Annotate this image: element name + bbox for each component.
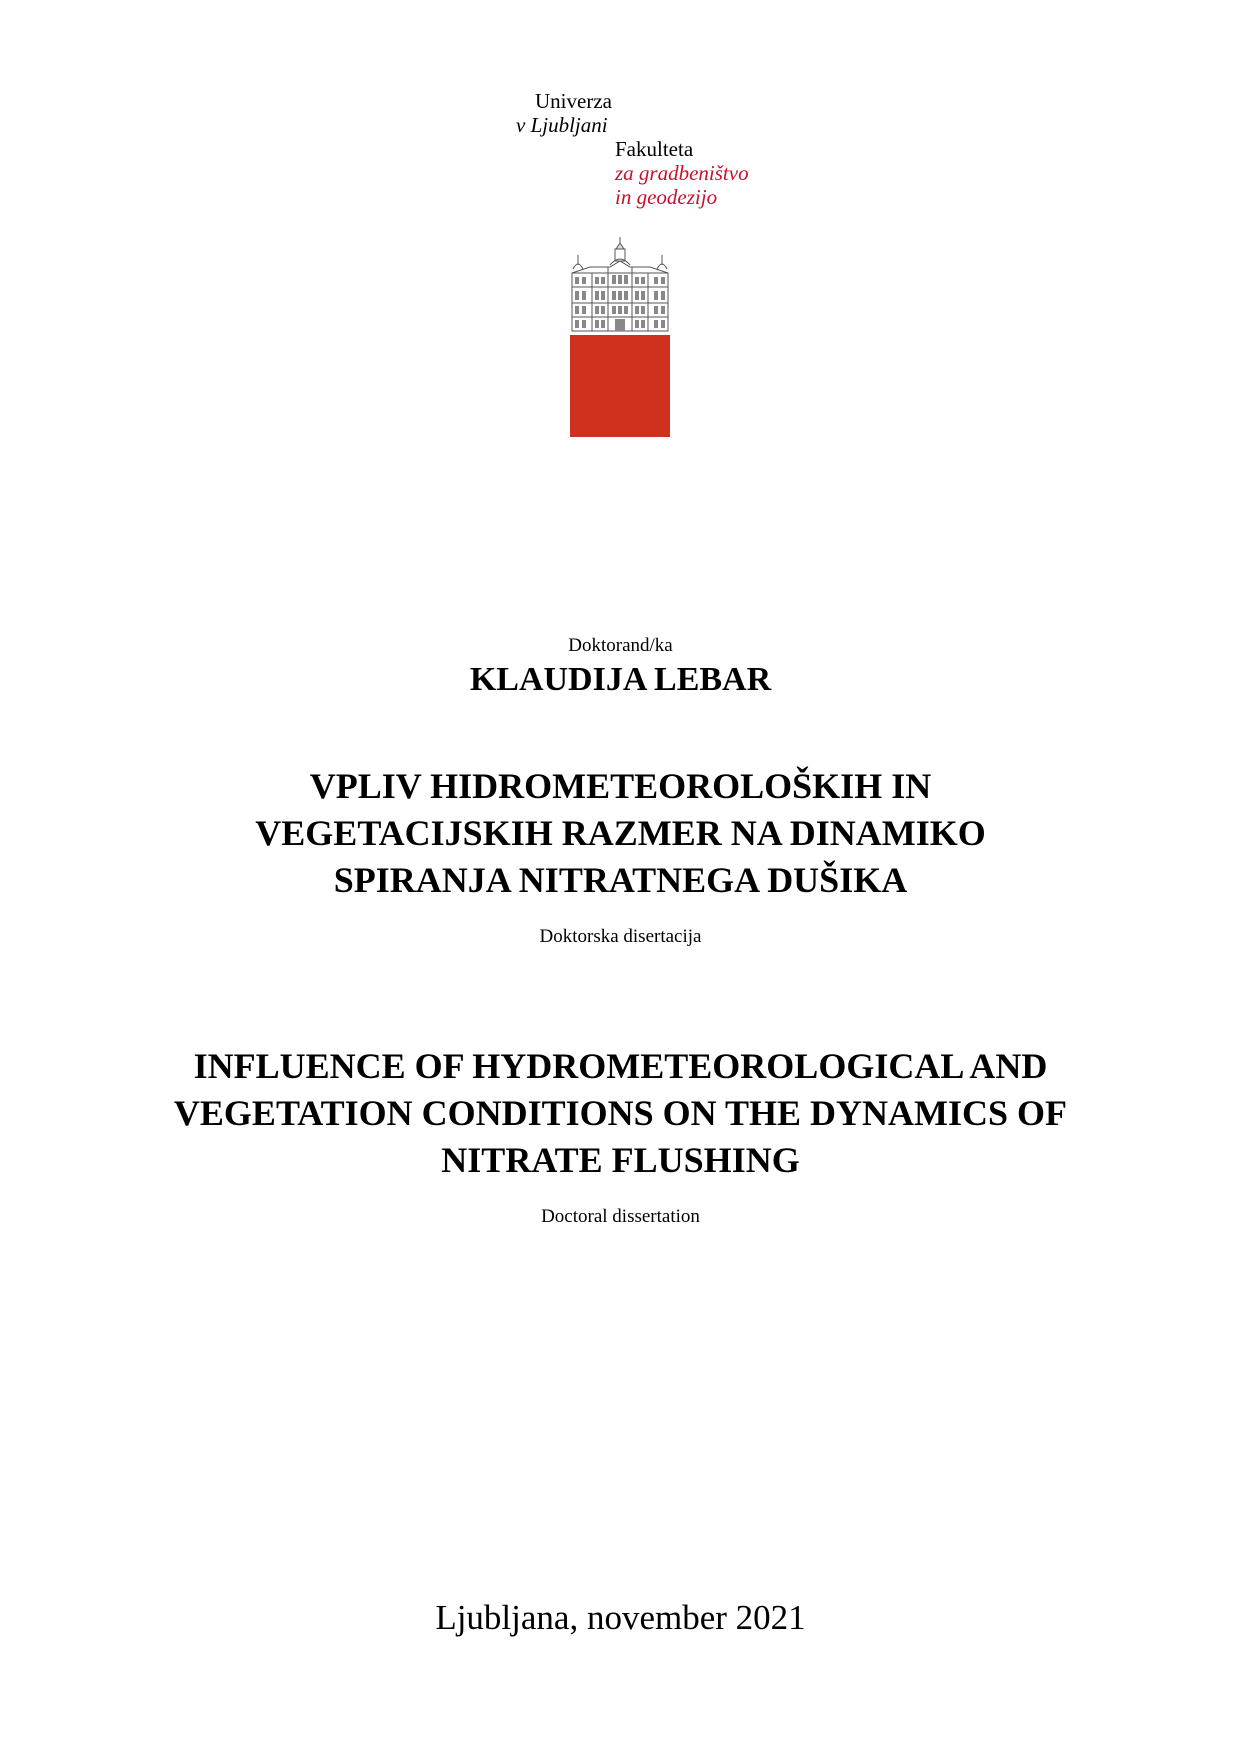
author-name: KLAUDIJA LEBAR (469, 661, 772, 698)
document-type-slovenian: Doktorska disertacija (539, 926, 702, 947)
title-slovenian-line: SPIRANJA NITRATNEGA DUŠIKA (333, 860, 908, 900)
logo-red-block (570, 335, 670, 437)
title-english-line: NITRATE FLUSHING (441, 1140, 800, 1180)
university-city: v Ljubljani (516, 113, 608, 137)
faculty-field-2: in geodezijo (615, 185, 718, 209)
author-label: Doktorand/ka (568, 635, 673, 656)
title-slovenian-line: VPLIV HIDROMETEOROLOŠKIH IN (309, 766, 932, 806)
title-english (0, 1043, 1241, 1184)
document-type-english: Doctoral dissertation (541, 1206, 700, 1227)
university-name: Univerza (535, 89, 612, 113)
faculty-name: Fakulteta (615, 137, 694, 161)
university-building-logo-icon (570, 235, 670, 437)
title-english-line: INFLUENCE OF HYDROMETEOROLOGICAL AND (193, 1046, 1048, 1086)
faculty-field-1: za gradbeništvo (615, 161, 749, 185)
place-and-date: Ljubljana, november 2021 (435, 1598, 806, 1637)
title-slovenian-line: VEGETACIJSKIH RAZMER NA DINAMIKO (255, 813, 986, 853)
title-english-line: VEGETATION CONDITIONS ON THE DYNAMICS OF (173, 1093, 1068, 1133)
title-slovenian (0, 763, 1241, 904)
